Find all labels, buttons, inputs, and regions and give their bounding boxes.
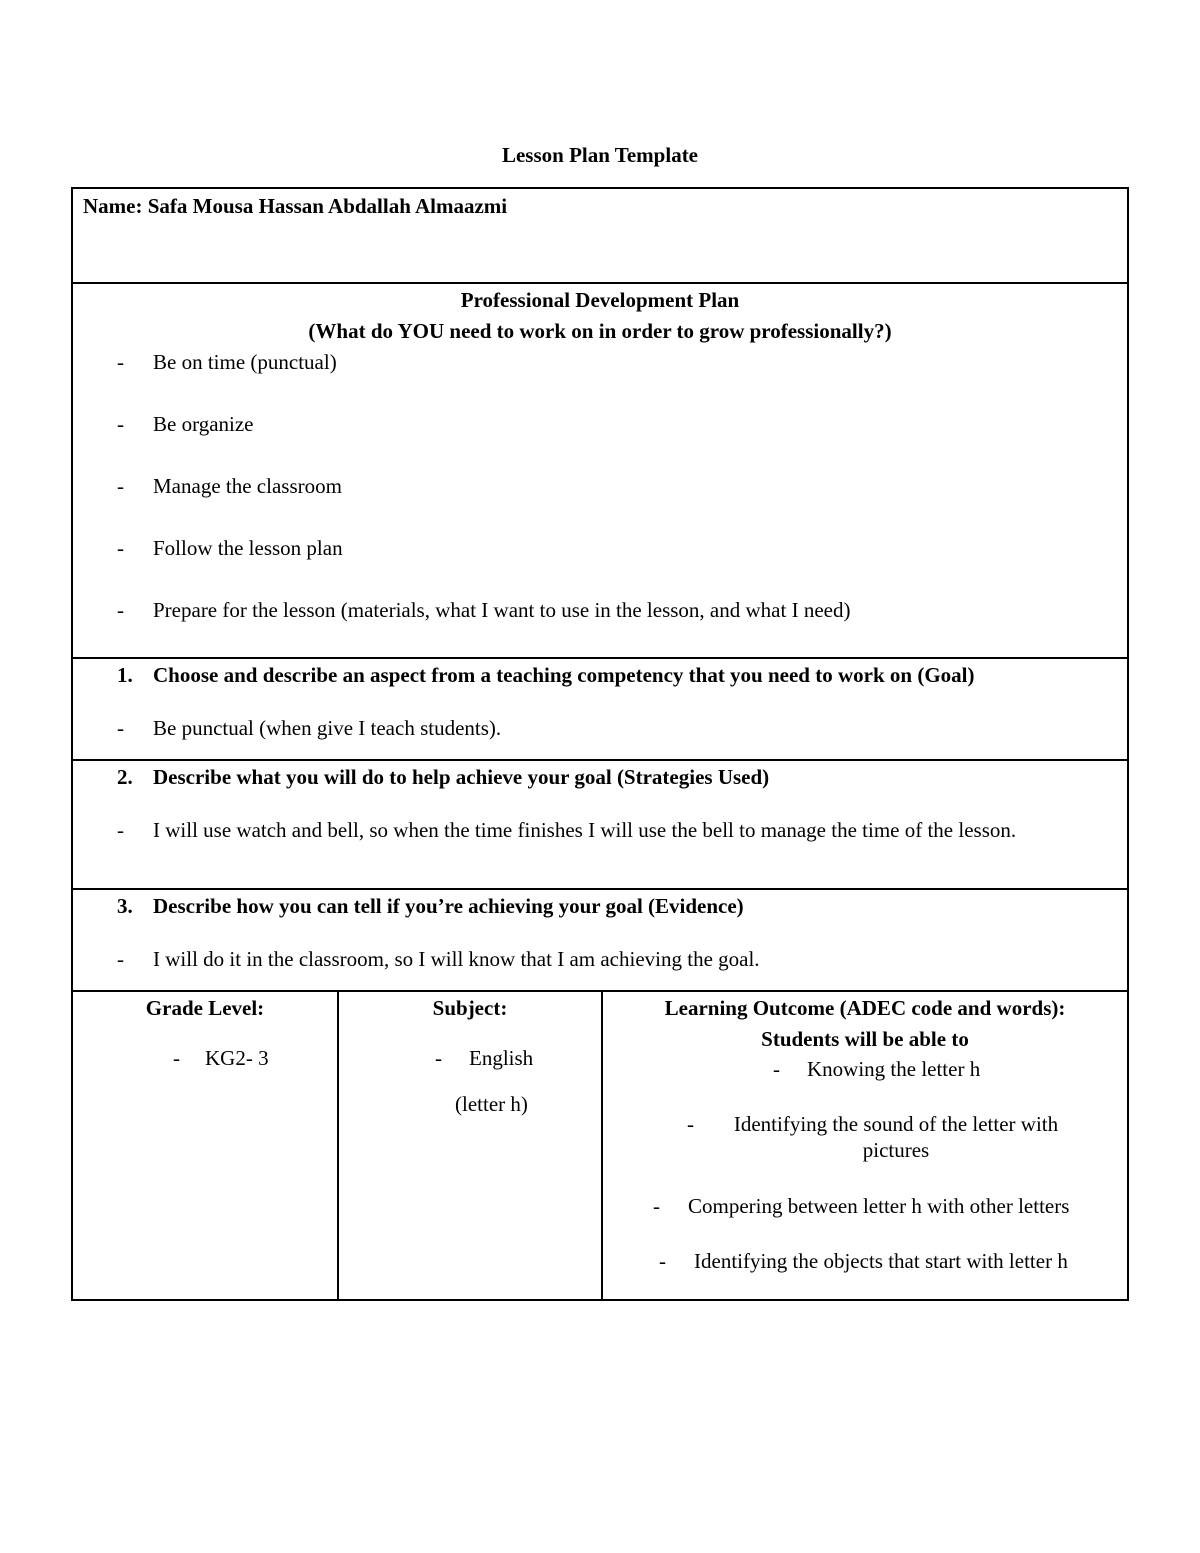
bullet-dash: - xyxy=(659,1249,666,1273)
bullet-dash: - xyxy=(117,947,124,971)
bullet-dash: - xyxy=(773,1057,780,1081)
bullet-dash: - xyxy=(117,598,124,622)
goal-answer: Be punctual (when give I teach students). xyxy=(153,716,502,740)
outcome-item-text: Identifying the objects that start with letter h xyxy=(694,1249,1068,1273)
outcome-column xyxy=(601,992,1127,1299)
strategies-section xyxy=(71,759,1129,888)
subject-value: English xyxy=(469,1046,534,1070)
outcome-subheader: Students will be able to xyxy=(761,1027,969,1051)
outcome-header: Learning Outcome (ADEC code and words): xyxy=(664,996,1066,1020)
grade-column xyxy=(73,992,337,1299)
bullet-dash: - xyxy=(117,818,124,842)
bullet-dash: - xyxy=(117,412,124,436)
subject-header: Subject: xyxy=(432,996,508,1020)
bullet-dash: - xyxy=(173,1046,180,1070)
evidence-heading: Describe how you can tell if you’re achieving your goal (Evidence) xyxy=(153,894,744,918)
pd-plan-item-text: Be on time (punctual) xyxy=(153,350,337,374)
strategies-answer: I will use watch and bell, so when the time finishes I will use the bell to manage the time of the lesson. xyxy=(153,818,1017,842)
grade-value: KG2- 3 xyxy=(205,1046,269,1070)
pd-plan-section xyxy=(71,282,1129,657)
subject-column xyxy=(337,992,601,1299)
strategies-heading: Describe what you will do to help achieve your goal (Strategies Used) xyxy=(153,765,770,789)
pd-plan-item-text: Manage the classroom xyxy=(153,474,342,498)
section-number: 3. xyxy=(117,894,133,918)
subject-note: (letter h) xyxy=(455,1092,528,1116)
bullet-dash: - xyxy=(435,1046,442,1070)
bullet-dash: - xyxy=(117,350,124,374)
bullet-dash: - xyxy=(117,716,124,740)
lesson-details-table xyxy=(71,990,1129,1301)
pd-plan-title: Professional Development Plan xyxy=(460,288,740,312)
section-number: 2. xyxy=(117,765,133,789)
bullet-dash: - xyxy=(117,536,124,560)
outcome-item-text: Knowing the letter h xyxy=(807,1057,981,1081)
page-title: Lesson Plan Template xyxy=(501,143,699,167)
pd-plan-subtitle: (What do YOU need to work on in order to grow professionally?) xyxy=(308,319,892,343)
pd-plan-item-text: Follow the lesson plan xyxy=(153,536,343,560)
pd-plan-item-text: Prepare for the lesson (materials, what I want to use in the lesson, and what I need) xyxy=(153,598,851,622)
evidence-answer: I will do it in the classroom, so I will know that I am achieving the goal. xyxy=(153,947,760,971)
outcome-item-text: Compering between letter h with other letters xyxy=(688,1194,1070,1218)
bullet-dash: - xyxy=(687,1112,694,1136)
name-line xyxy=(83,193,1127,219)
evidence-section xyxy=(71,888,1129,990)
name-value: Safa Mousa Hassan Abdallah Almaazmi xyxy=(147,194,508,218)
bullet-dash: - xyxy=(653,1194,660,1218)
section-number: 1. xyxy=(117,663,133,687)
outcome-item-text: Identifying the sound of the letter with pictures xyxy=(733,1112,1059,1163)
grade-header: Grade Level: xyxy=(145,996,265,1020)
name-label: Name: xyxy=(83,194,143,218)
goal-section xyxy=(71,657,1129,759)
name-section xyxy=(71,187,1129,282)
pd-plan-item-text: Be organize xyxy=(153,412,254,436)
bullet-dash: - xyxy=(117,474,124,498)
goal-heading: Choose and describe an aspect from a teaching competency that you need to work on (Goal) xyxy=(153,663,975,687)
